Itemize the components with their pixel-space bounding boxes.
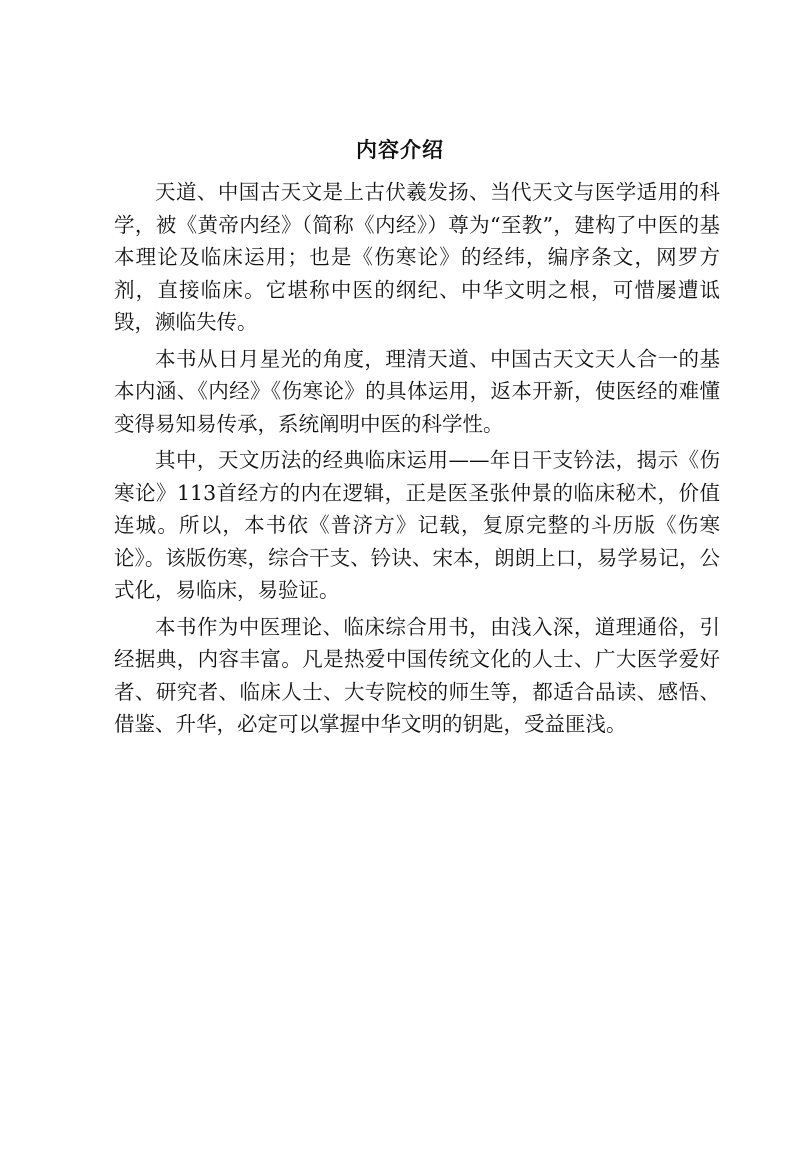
paragraph-4: 本书作为中医理论、临床综合用书，由浅入深，道理通俗，引经据典，内容丰富。凡是热爱中国传统文化的人士、广大医学爱好者、研究者、临床人士、大专院校的师生等，都适合品读、感悟、借鉴、升华，必定可以掌握中华文明的钥匙，受益匪浅。 — [114, 614, 720, 736]
paragraph-3: 其中，天文历法的经典临床运用——年日干支钤法，揭示《伤寒论》113首经方的内在逻辑，正是医圣张仲景的临床秘术，价值连城。所以，本书依《普济方》记载，复原完整的斗历版《伤寒论》。该版伤寒，综合干支、钤诀、宋本，朗朗上口，易学易记，公式化，易临床，易验证。 — [114, 448, 720, 602]
paragraph-1: 天道、中国古天文是上古伏羲发扬、当代天文与医学适用的科学，被《黄帝内经》（简称《内经》）尊为“至教”，建构了中医的基本理论及临床运用；也是《伤寒论》的经纬，编序条文，网罗方剂，直接临床。它堪称中医的纲纪、中华文明之根，可惜屡遭诋毁，濒临失传。 — [114, 180, 720, 334]
paragraph-2: 本书从日月星光的角度，理清天道、中国古天文天人合一的基本内涵、《内经》《伤寒论》的具体运用，返本开新，使医经的难懂变得易知易传承，系统阐明中医的科学性。 — [114, 346, 720, 436]
document-body — [114, 176, 720, 745]
page-title: 内容介绍 — [356, 138, 444, 162]
